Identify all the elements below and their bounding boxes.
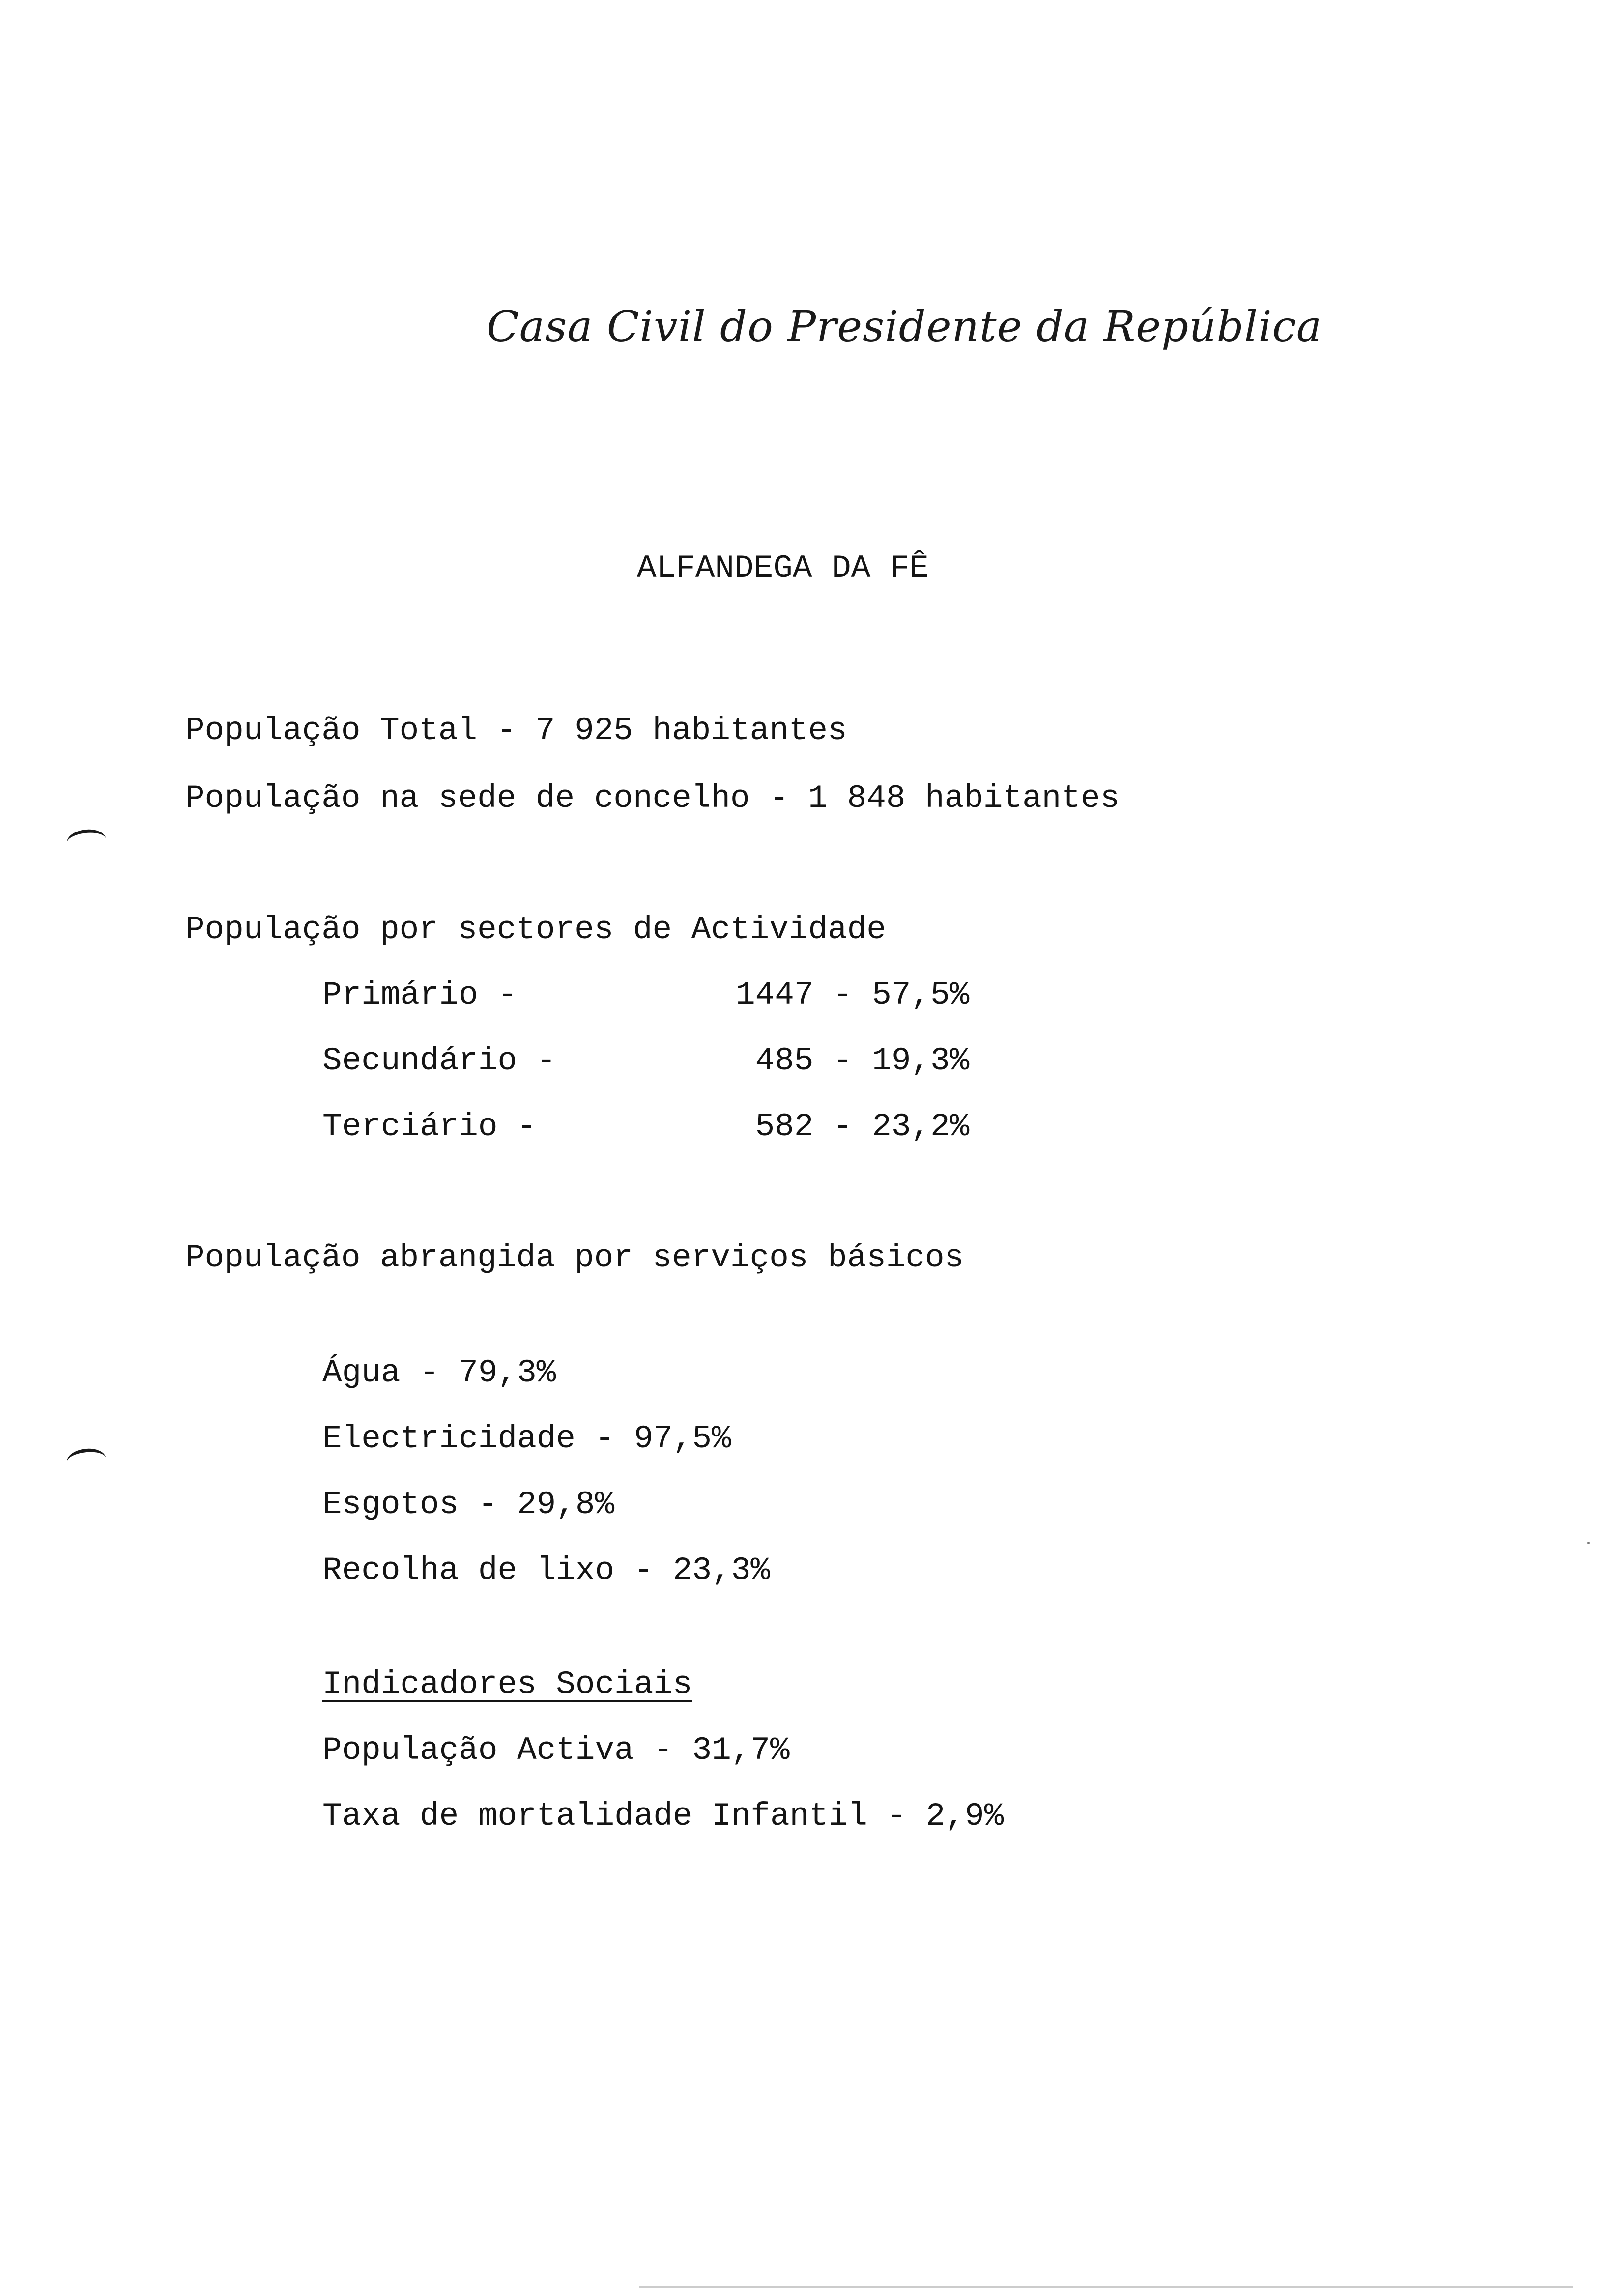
service-electricity: Electricidade - 97,5% <box>322 1420 731 1457</box>
service-sewage: Esgotos - 29,8% <box>322 1486 615 1523</box>
sector-value-tertiary: 582 - 23,2% <box>736 1108 970 1145</box>
sector-label-secondary: Secundário - <box>322 1042 556 1079</box>
scan-speck <box>1587 1542 1590 1544</box>
sector-label-tertiary: Terciário - <box>322 1108 537 1145</box>
sector-value-primary: 1447 - 57,5% <box>736 976 970 1013</box>
indicator-active-population: População Activa - 31,7% <box>322 1732 790 1769</box>
sector-label-primary: Primário - <box>322 976 518 1013</box>
service-water: Água - 79,3% <box>322 1354 556 1391</box>
letterhead: Casa Civil do Presidente da República <box>487 302 1323 351</box>
scan-edge-line <box>639 2286 1573 2288</box>
margin-tick-mark <box>66 1447 107 1474</box>
population-total: População Total - 7 925 habitantes <box>185 712 847 749</box>
indicators-heading: Indicadores Sociais <box>322 1666 692 1703</box>
service-waste-collection: Recolha de lixo - 23,3% <box>322 1552 770 1589</box>
sectors-heading: População por sectores de Actividade <box>185 911 886 948</box>
indicator-infant-mortality: Taxa de mortalidade Infantil - 2,9% <box>322 1798 1004 1835</box>
population-seat: População na sede de concelho - 1 848 habitantes <box>185 780 1120 817</box>
margin-tick-mark <box>66 828 107 855</box>
services-heading: População abrangida por serviços básicos <box>185 1239 964 1276</box>
document-title: ALFANDEGA DA FÊ <box>637 550 929 587</box>
sector-value-secondary: 485 - 19,3% <box>736 1042 970 1079</box>
